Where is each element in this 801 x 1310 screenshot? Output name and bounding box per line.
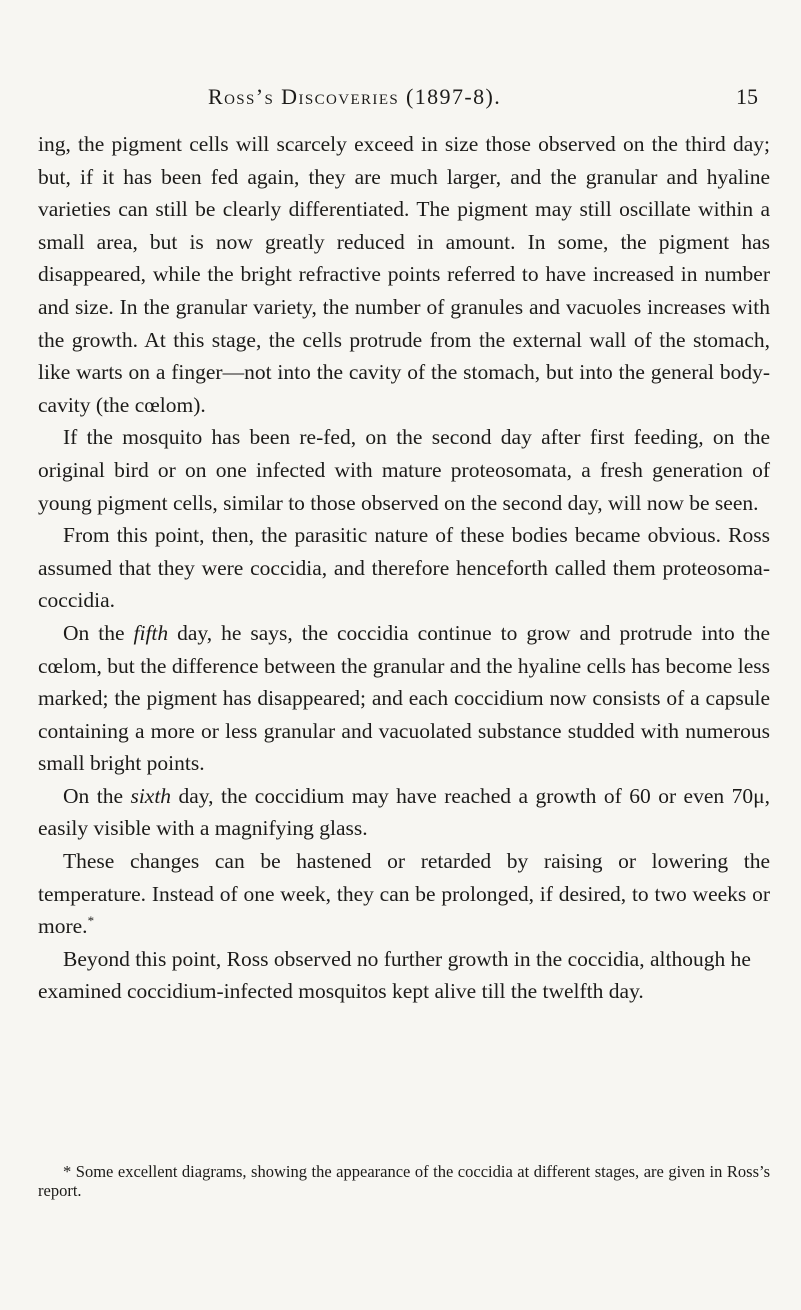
footnote: * Some excellent diagrams, showing the appearance of the coccidia at different stages, are given in Ross’s report. xyxy=(38,1162,770,1200)
paragraph-sixth-day-lead: On the xyxy=(63,783,131,808)
footnote-mark[interactable]: * xyxy=(87,913,95,929)
paragraph-temperature-text: These changes can be hastened or retarded by raising or lowering the temperature. Instead of one week, they can be prolonged, if desired, to two weeks or more. xyxy=(38,849,770,939)
paragraph-sixth-day-rest: day, the coccidium may have reached a growth of 60 or even 70μ, easily visible with a magnifying glass. xyxy=(38,783,770,841)
emphasis-fifth: fifth xyxy=(133,620,169,645)
paragraph-refed: If the mosquito has been re-fed, on the second day after first feeding, on the original bird or on one infected with mature proteosomata, a fresh generation of young pigment cells, similar to those observed on the second day, will now be seen. xyxy=(38,425,770,515)
paragraph-twelfth-day: Beyond this point, Ross observed no further growth in the coccidia, although he examined coccidium-infected mosquitos kept alive till the twelfth day. xyxy=(38,946,751,1004)
paragraph-fifth-day xyxy=(38,617,770,780)
page-number: 15 xyxy=(736,84,758,109)
paragraph-sixth-day xyxy=(38,780,770,845)
body-text xyxy=(38,128,770,1008)
paragraph-fifth-day-rest: day, he says, the coccidia continue to grow and protrude into the cœlom, but the difference between the granular and the hyaline cells has become less marked; the pigment has disappeared; and each coccidium now consists of a capsule containing a more or less granular and vacuolated substance studded with numerous small bright points. xyxy=(38,620,770,776)
paragraph-temperature xyxy=(38,845,770,943)
emphasis-sixth: sixth xyxy=(130,783,172,808)
paragraph-parasitic-nature: From this point, then, the parasitic nature of these bodies became obvious. Ross assumed that they were coccidia, and therefore henceforth called them proteosoma-coccidia. xyxy=(38,523,770,613)
paragraph-continuation: ing, the pigment cells will scarcely exceed in size those observed on the third day; but, if it has been fed again, they are much larger, and the granular and hyaline varieties can still be clearly differentiated. The pigment may still oscillate within a small area, but is now greatly reduced in amount. In some, the pigment has disappeared, while the bright refractive points referred to have increased in number and size. In the granular variety, the number of granules and vacuoles increases with the growth. At this stage, the cells protrude from the external wall of the stomach, like warts on a finger—not into the cavity of the stomach, but into the general body-cavity (the cœlom). xyxy=(38,132,770,417)
running-head xyxy=(0,84,801,118)
running-title: Ross’s Discoveries (1897-8). xyxy=(208,84,502,109)
paragraph-fifth-day-lead: On the xyxy=(63,620,134,645)
